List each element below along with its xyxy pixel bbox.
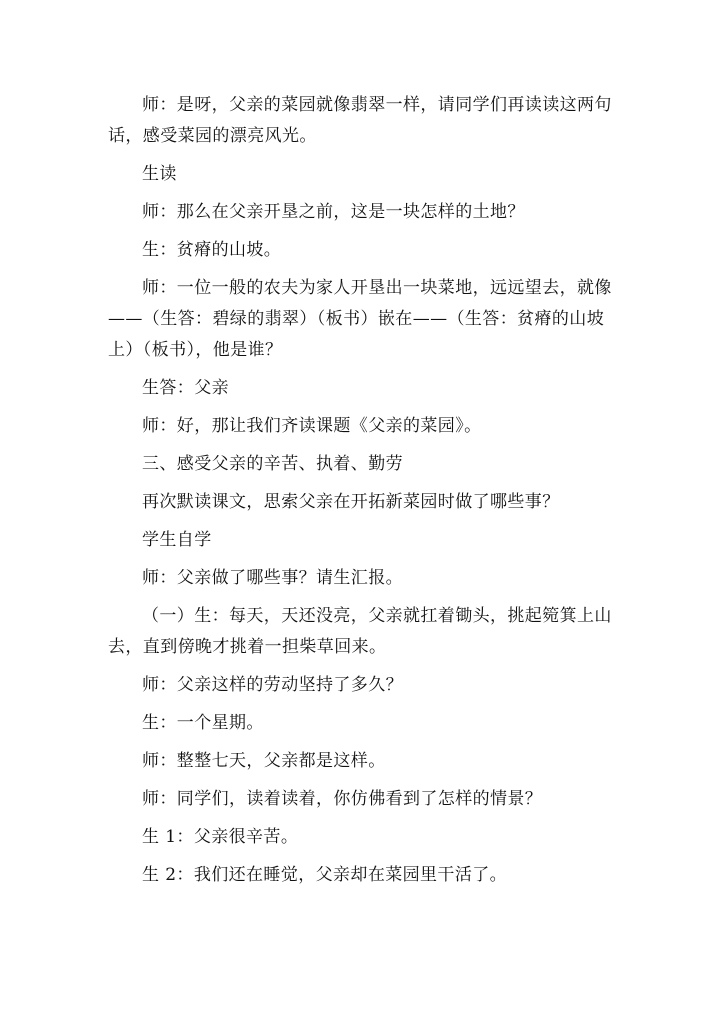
paragraph-5: 师：一位一般的农夫为家人开垦出一块菜地，远远望去，就像——（生答：碧绿的翡翠）（板书）嵌在——（生答：贫瘠的山坡上）（板书），他是谁？ [108, 278, 612, 360]
paragraph-7: 师：好，那让我们齐读课题《父亲的菜园》。 [142, 416, 482, 436]
paragraph-2: 生读 [142, 164, 177, 184]
paragraph-17: 生 1：父亲很辛苦。 [142, 827, 299, 847]
paragraph-18: 生 2：我们还在睡觉，父亲却在菜园里干活了。 [142, 865, 508, 885]
paragraph-4: 生：贫瘠的山坡。 [142, 240, 282, 260]
paragraph-15: 师：整整七天，父亲都是这样。 [142, 751, 386, 771]
paragraph-10: 学生自学 [142, 530, 212, 550]
paragraph-12: （一）生：每天，天还没亮，父亲就扛着锄头，挑起箢箕上山去，直到傍晚才挑着一担柴草回来。 [108, 606, 612, 657]
paragraph-16: 师：同学们，读着读着，你仿佛看到了怎样的情景？ [142, 789, 543, 809]
document-body [108, 90, 618, 898]
paragraph-1: 师：是呀，父亲的菜园就像翡翠一样，请同学们再读读这两句话，感受菜园的漂亮风光。 [108, 95, 612, 146]
paragraph-13: 师：父亲这样的劳动坚持了多久？ [142, 675, 403, 695]
paragraph-3: 师：那么在父亲开垦之前，这是一块怎样的土地？ [142, 202, 525, 222]
section-heading: 三、感受父亲的辛苦、执着、勤劳 [142, 454, 403, 474]
paragraph-9: 再次默读课文，思索父亲在开拓新菜园时做了哪些事？ [142, 492, 560, 512]
paragraph-11: 师：父亲做了哪些事？请生汇报。 [142, 568, 403, 588]
paragraph-6: 生答：父亲 [142, 378, 229, 398]
paragraph-14: 生：一个星期。 [142, 713, 264, 733]
